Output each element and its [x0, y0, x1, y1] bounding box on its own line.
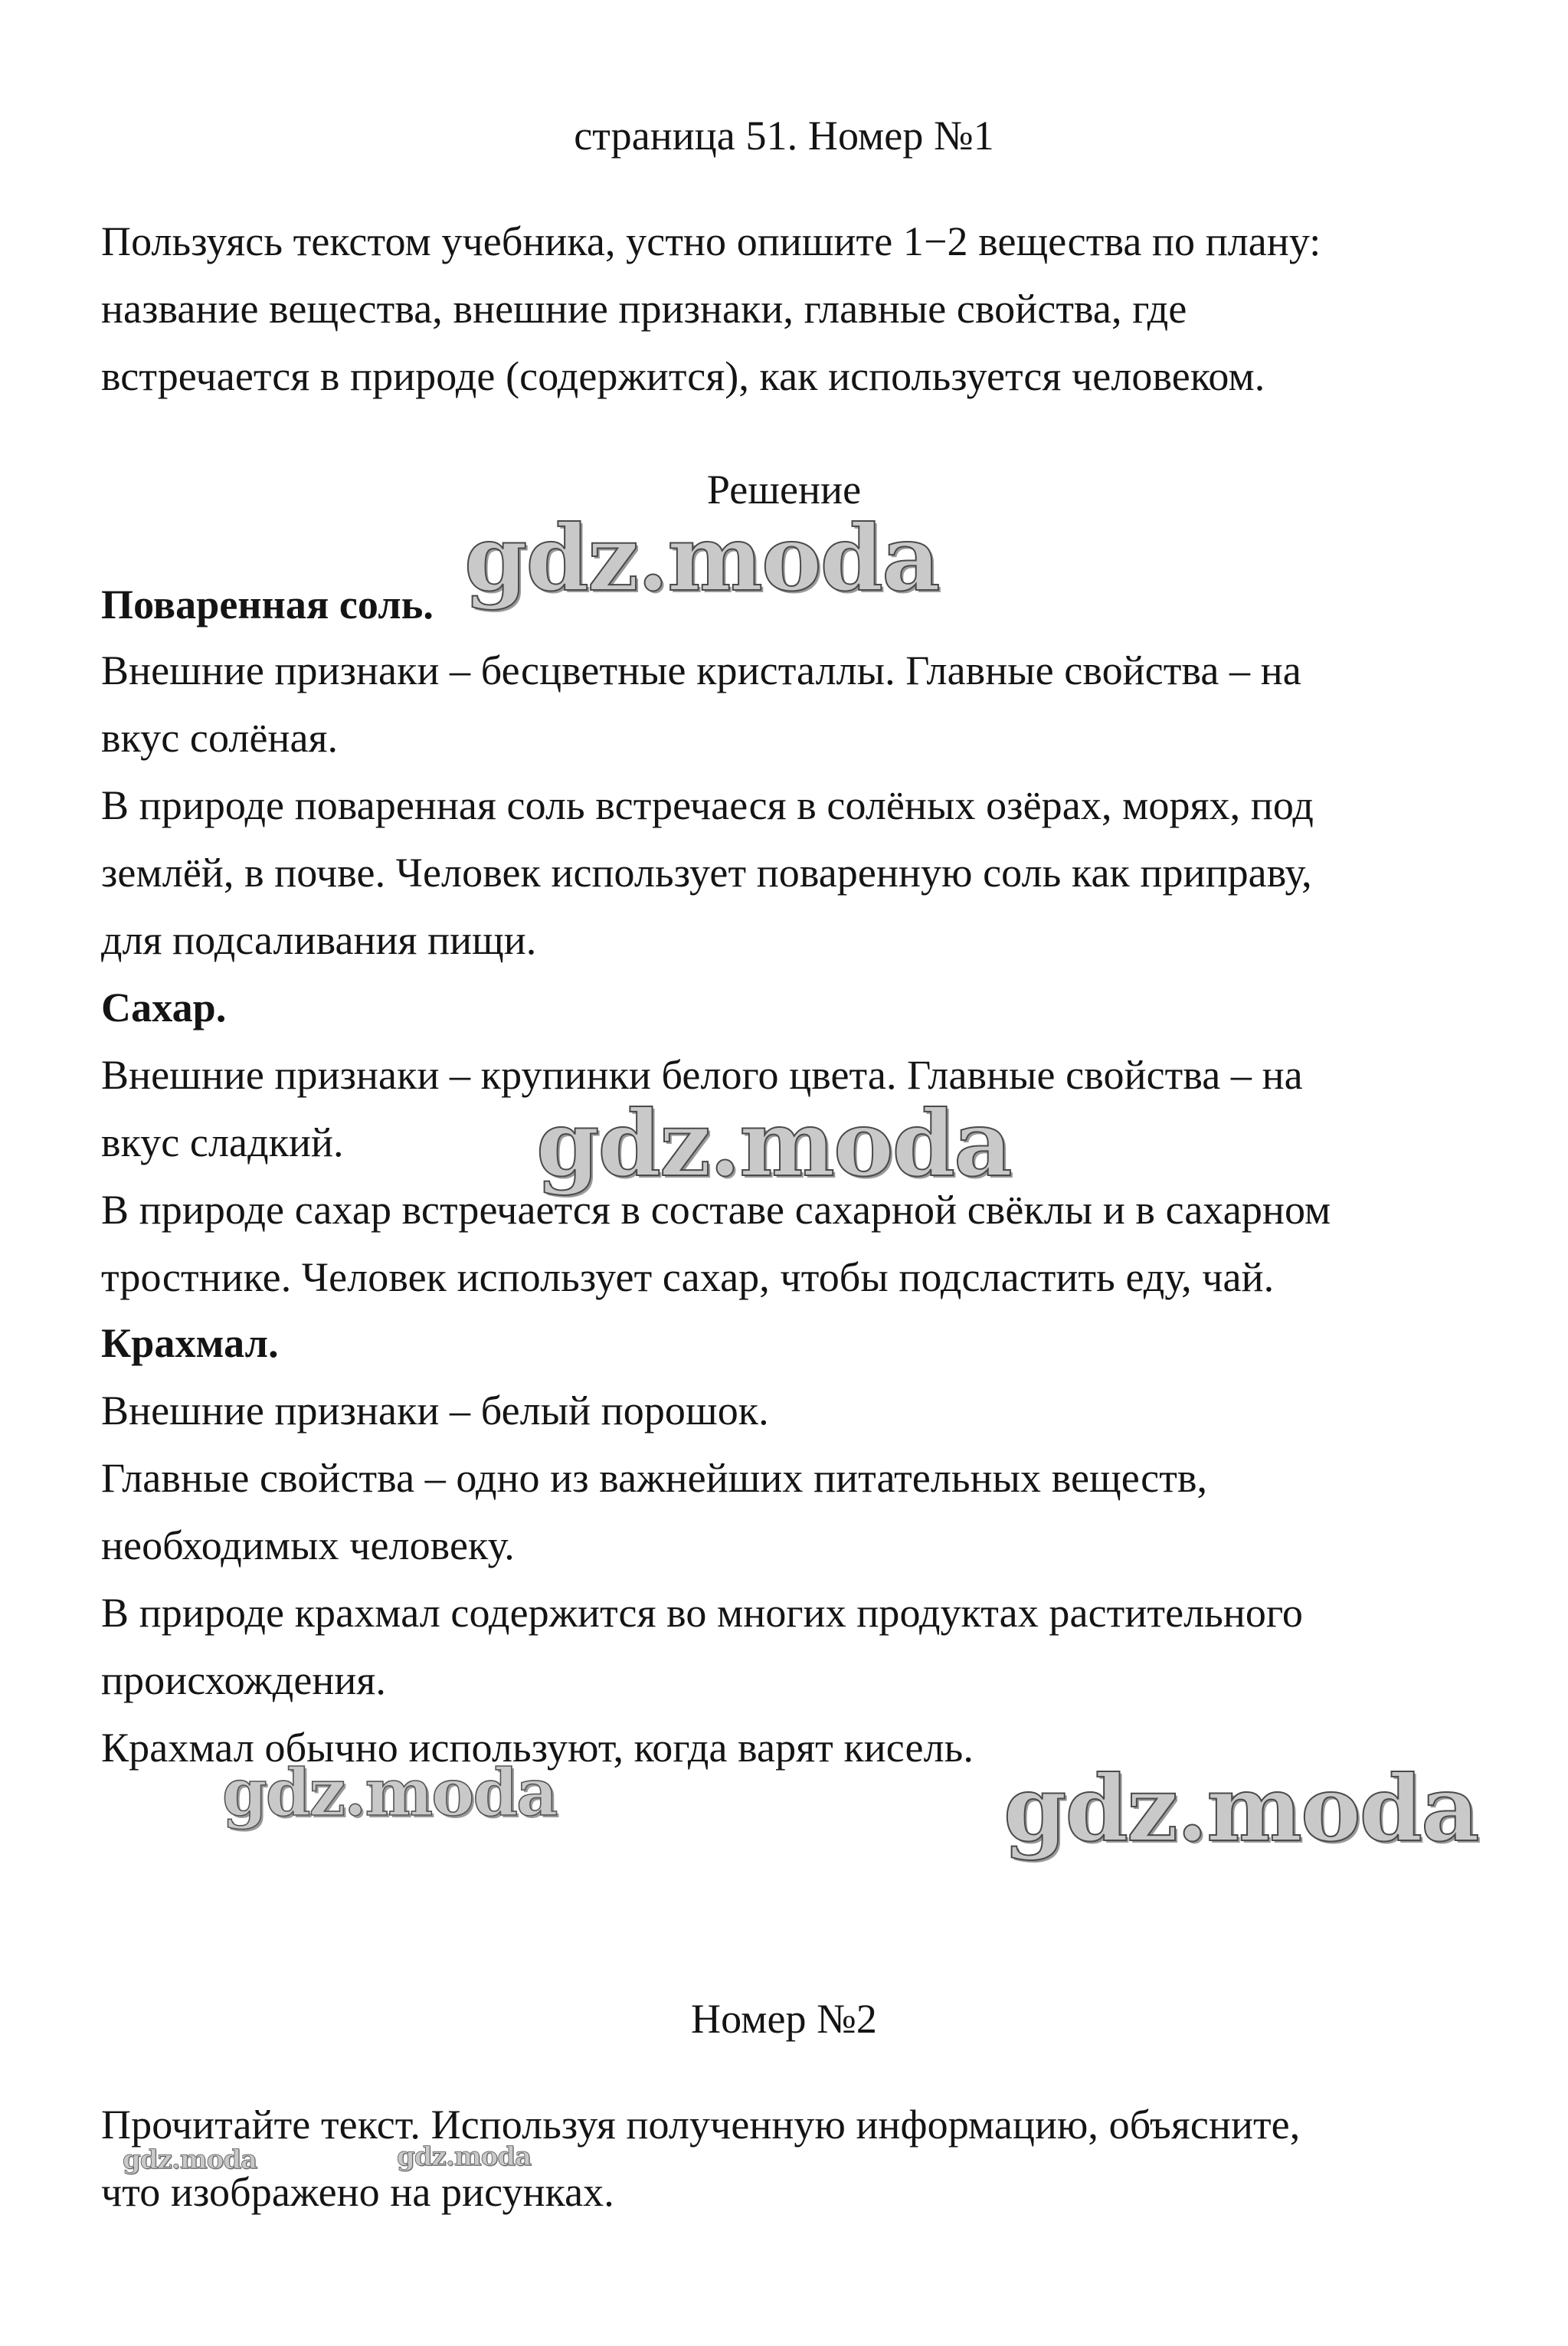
- sugar-text-line: Внешние признаки – крупинки белого цвета. Главные свойства – на: [101, 1052, 1303, 1098]
- solution-heading: Решение: [706, 467, 862, 513]
- sugar-text-line: В природе сахар встречается в составе сахарной свёклы и в сахарном: [101, 1187, 1331, 1233]
- task2-title: Номер №2: [691, 1996, 877, 2042]
- sugar-text-line: тростнике. Человек использует сахар, чтобы подсластить еду, чай.: [101, 1254, 1275, 1300]
- page-header: страница 51. Номер №1: [574, 113, 994, 159]
- task2-text-line-1: Прочитайте текст. Используя полученную информацию, объясните,: [101, 2102, 1301, 2148]
- starch-text-line: происхождения.: [101, 1657, 386, 1703]
- starch-text-line: Внешние признаки – белый порошок.: [101, 1388, 769, 1433]
- task1-text-line-1: Пользуясь текстом учебника, устно опишите 1−2 вещества по плану:: [101, 218, 1321, 264]
- salt-text-line: для подсаливания пищи.: [101, 917, 537, 963]
- starch-text-line: В природе крахмал содержится во многих продуктах растительного: [101, 1590, 1304, 1636]
- salt-text-line: землёй, в почве. Человек использует поваренную соль как приправу,: [101, 850, 1312, 896]
- salt-text-line: вкус солёная.: [101, 715, 339, 761]
- watermark-logo: gdz.moda: [1003, 1755, 1478, 1862]
- starch-title: Крахмал.: [101, 1320, 279, 1366]
- salt-title: Поваренная соль.: [101, 582, 434, 627]
- salt-text-line: Внешние признаки – бесцветные кристаллы. Главные свойства – на: [101, 647, 1301, 693]
- sugar-text-line: вкус сладкий.: [101, 1119, 344, 1165]
- watermark-logo: gdz.moda: [222, 1755, 557, 1830]
- watermark-logo: gdz.moda: [536, 1090, 1011, 1197]
- starch-text-line: необходимых человеку.: [101, 1522, 515, 1568]
- starch-text-line: Крахмал обычно используют, когда варят кисель.: [101, 1725, 974, 1771]
- watermark-logo: gdz.moda: [123, 2144, 257, 2175]
- task1-text-line-3: встречается в природе (содержится), как используется человеком.: [101, 353, 1265, 399]
- watermark-logo: gdz.moda: [464, 505, 939, 611]
- task1-text-line-2: название вещества, внешние признаки, главные свойства, где: [101, 286, 1187, 332]
- sugar-title: Сахар.: [101, 985, 227, 1030]
- salt-text-line: В природе поваренная соль встречаеся в солёных озёрах, морях, под: [101, 782, 1314, 828]
- watermark-logo: gdz.moda: [397, 2141, 532, 2172]
- starch-text-line: Главные свойства – одно из важнейших питательных веществ,: [101, 1455, 1208, 1501]
- task2-text-line-2: что изображено на рисунках.: [101, 2169, 614, 2215]
